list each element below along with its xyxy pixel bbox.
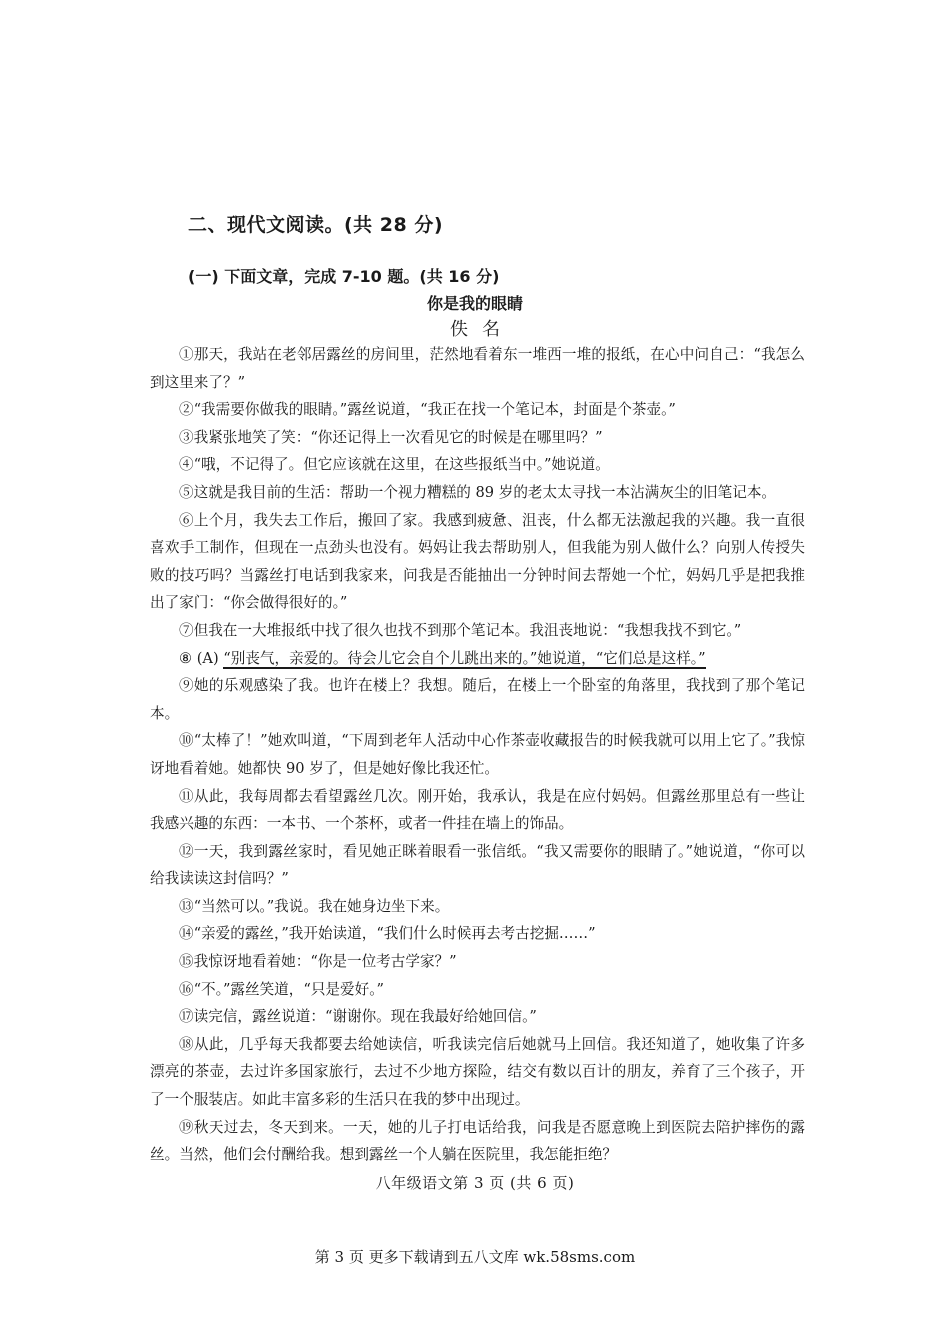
paragraph-6: ⑥上个月，我失去工作后，搬回了家。我感到疲惫、沮丧，什么都无法激起我的兴趣。我一直很喜欢手工制作，但现在一点劲头也没有。妈妈让我去帮助别人，但我能为别人做什么？向别人传授失败的技巧吗？当露丝打电话到我家来，问我是否能抽出一分钟时间去帮她一个忙，妈妈几乎是把我推出了家门：“你会做得很好的。” bbox=[150, 511, 805, 612]
underlined-sentence-a: “别丧气，亲爱的。待会儿它会自个儿跳出来的。”她说道，“它们总是这样。” bbox=[223, 649, 706, 667]
section-heading: 二、现代文阅读。(共 28 分) bbox=[188, 214, 444, 236]
paragraph-3: ③我紧张地笑了笑：“你还记得上一次看见它的时候是在哪里吗？” bbox=[179, 428, 603, 446]
paragraph-13: ⑬“当然可以。”我说。我在她身边坐下来。 bbox=[179, 897, 450, 915]
page-footer: 八年级语文第 3 页 (共 6 页) bbox=[375, 1174, 575, 1192]
paragraph-4: ④“哦，不记得了。但它应该就在这里，在这些报纸当中。”她说道。 bbox=[179, 456, 610, 474]
paragraph-9: ⑨她的乐观感染了我。也许在楼上？我想。随后，在楼上一个卧室的角落里，我找到了那个笔记本。 bbox=[150, 677, 805, 722]
paragraph-1: ①那天，我站在老邻居露丝的房间里，茫然地看着东一堆西一堆的报纸，在心中问自己：“我怎么到这里来了？” bbox=[150, 346, 805, 391]
paragraph-15: ⑮我惊讶地看着她：“你是一位考古学家？” bbox=[179, 953, 457, 971]
paragraph-11: ⑪从此，我每周都去看望露丝几次。刚开始，我承认，我是在应付妈妈。但露丝那里总有一些让我感兴趣的东西：一本书、一个茶杯，或者一件挂在墙上的饰品。 bbox=[150, 787, 805, 833]
paragraph-5: ⑤这就是我目前的生活：帮助一个视力糟糕的 89 岁的老太太寻找一本沾满灰尘的旧笔记本。 bbox=[179, 483, 777, 501]
paragraph-12: ⑫一天，我到露丝家时，看见她正眯着眼看一张信纸。“我又需要你的眼睛了。”她说道，“你可以给我读读这封信吗？” bbox=[150, 842, 805, 888]
article-title: 你是我的眼睛 bbox=[426, 294, 523, 313]
paragraph-18: ⑱从此，几乎每天我都要去给她读信，听我读完信后她就马上回信。我还知道了，她收集了许多漂亮的茶壶，去过许多国家旅行，去过不少地方探险，结交有数以百计的朋友，养育了三个孩子，开了一个服装店。如此丰富多彩的生活只在我的梦中出现过。 bbox=[150, 1035, 805, 1109]
paragraph-2: ②“我需要你做我的眼睛。”露丝说道，“我正在找一个笔记本，封面是个茶壶。” bbox=[179, 401, 676, 419]
paragraph-14: ⑭“亲爱的露丝，”我开始读道，“我们什么时候再去考古挖掘……” bbox=[179, 925, 596, 943]
paragraph-17: ⑰读完信，露丝说道：“谢谢你。现在我最好给她回信。” bbox=[179, 1008, 537, 1026]
article-author: 佚名 bbox=[450, 319, 514, 340]
download-note: 第 3 页 更多下载请到五八文库 wk.58sms.com bbox=[314, 1248, 636, 1266]
paragraph-8 bbox=[150, 645, 805, 673]
paragraph-7: ⑦但我在一大堆报纸中找了很久也找不到那个笔记本。我沮丧地说：“我想我找不到它。” bbox=[179, 621, 742, 639]
article-body bbox=[150, 341, 805, 1169]
sub-heading: (一) 下面文章，完成 7-10 题。(共 16 分) bbox=[188, 267, 500, 286]
paragraph-8-prefix: ⑧ (A) bbox=[179, 649, 224, 667]
paragraph-16: ⑯“不。”露丝笑道，“只是爱好。” bbox=[179, 980, 384, 998]
paragraph-10: ⑩“太棒了！”她欢叫道，“下周到老年人活动中心作茶壶收藏报告的时候我就可以用上它了。”我惊讶地看着她。她都快 90 岁了，但是她好像比我还忙。 bbox=[150, 732, 805, 777]
paragraph-19: ⑲秋天过去，冬天到来。一天，她的儿子打电话给我，问我是否愿意晚上到医院去陪护摔伤的露丝。当然，他们会付酬给我。想到露丝一个人躺在医院里，我怎能拒绝？ bbox=[150, 1118, 805, 1164]
